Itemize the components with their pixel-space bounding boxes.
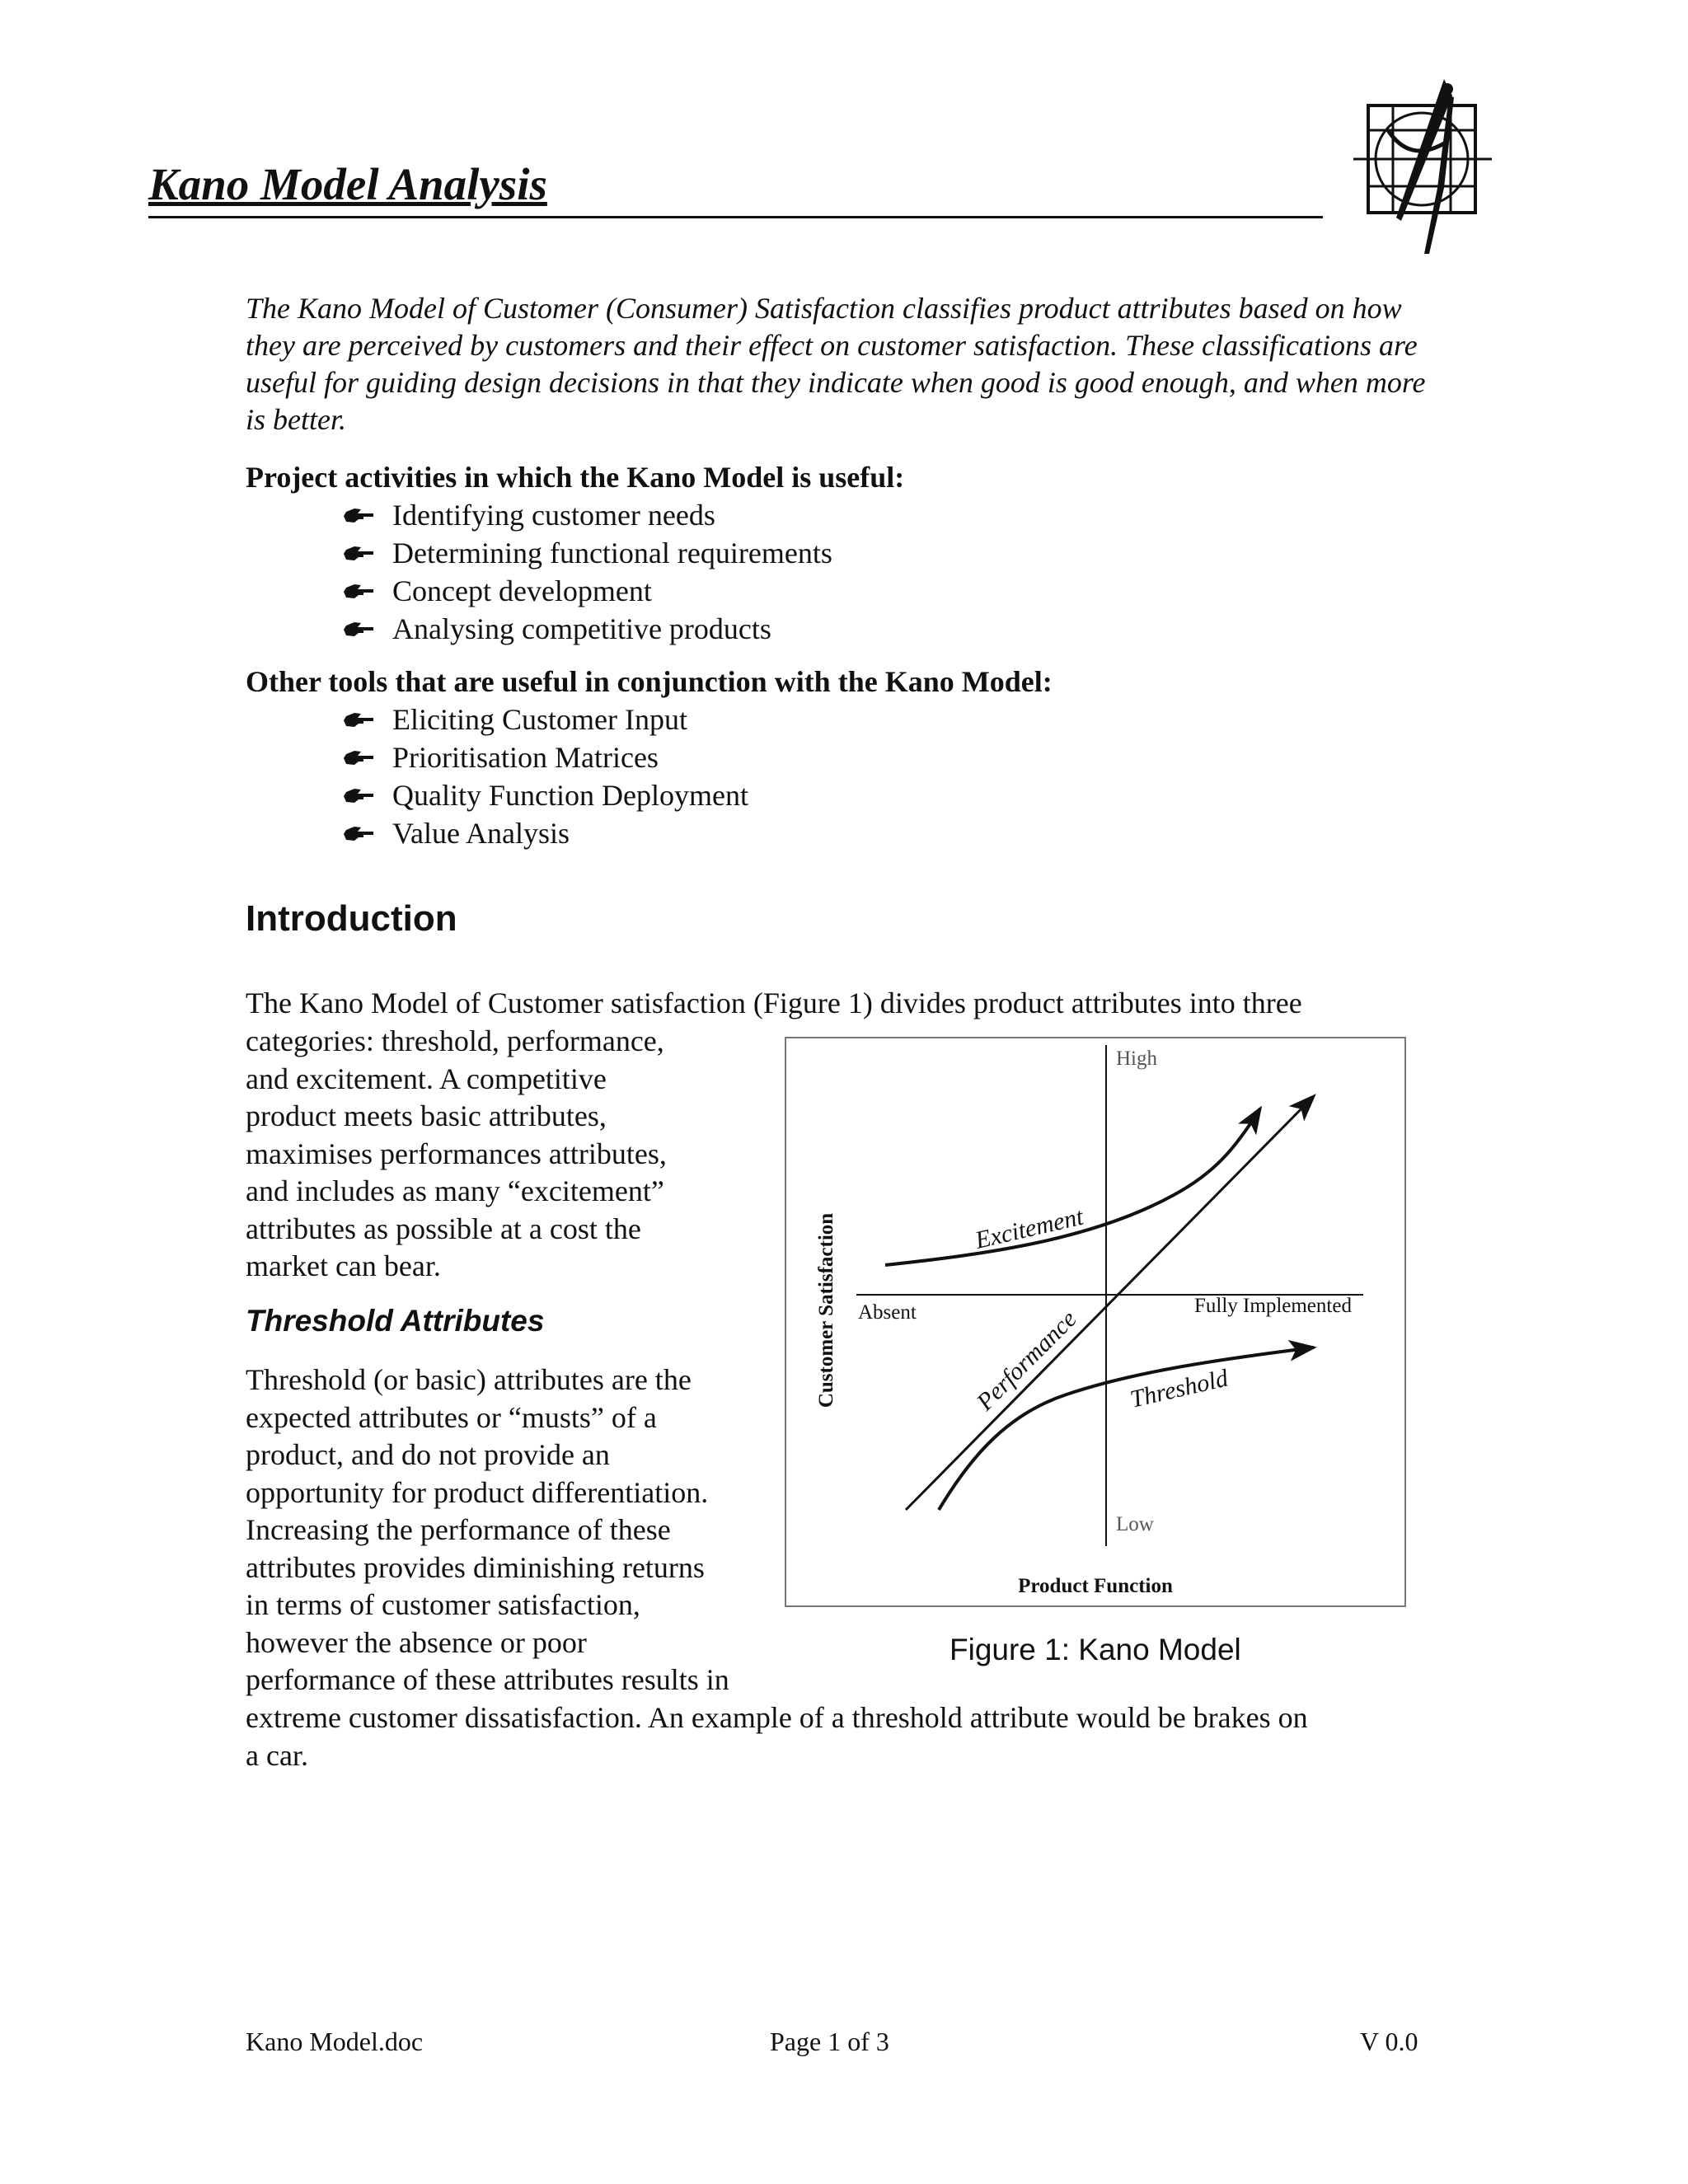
figure-caption: Figure 1: Kano Model xyxy=(950,1633,1241,1666)
threshold-curve xyxy=(939,1347,1314,1510)
list-item xyxy=(343,610,1442,648)
text-line: categories: threshold, performance, xyxy=(246,1024,664,1057)
threshold-paragraph-tail xyxy=(246,1699,1449,1774)
compass-logo-icon xyxy=(1352,73,1497,260)
footer-filename: Kano Model.doc xyxy=(246,2027,424,2056)
y-axis-title: Customer Satisfaction xyxy=(815,1212,837,1408)
title-underline-rule xyxy=(148,216,1323,218)
kano-diagram xyxy=(786,1038,1404,1605)
pointing-hand-icon xyxy=(343,506,374,524)
list-item xyxy=(343,738,1442,776)
tool-text: Prioritisation Matrices xyxy=(392,741,659,774)
list-item xyxy=(343,534,1442,572)
activity-text: Identifying customer needs xyxy=(392,499,715,532)
performance-label: Performance xyxy=(971,1305,1082,1416)
text-line: expected attributes or “musts” of a xyxy=(246,1400,657,1434)
activity-text: Analysing competitive products xyxy=(392,612,771,645)
text-line: and includes as many “excitement” xyxy=(246,1174,664,1207)
activity-text: Concept development xyxy=(392,574,652,607)
excitement-curve xyxy=(885,1108,1260,1265)
pointing-hand-icon xyxy=(343,824,374,842)
pointing-hand-icon xyxy=(343,786,374,804)
absent-label: Absent xyxy=(858,1301,917,1324)
fully-implemented-label: Fully Implemented xyxy=(1194,1295,1352,1317)
activity-text: Determining functional requirements xyxy=(392,537,832,569)
text-line: Increasing the performance of these xyxy=(246,1513,671,1546)
tools-heading: Other tools that are useful in conjunction with the Kano Model: xyxy=(246,665,1053,698)
text-line: market can bear. xyxy=(246,1249,441,1282)
tool-text: Eliciting Customer Input xyxy=(392,703,687,736)
list-item xyxy=(343,572,1442,610)
list-item xyxy=(343,701,1442,738)
intro-paragraph: The Kano Model of Customer (Consumer) Satisfaction classifies product attributes based on how they are perceived by customers and their effect on customer satisfaction. These classifications are useful for guiding design decisions in that they indicate when good is good enough, and when more is better. xyxy=(246,292,1426,436)
text-line: however the absence or poor xyxy=(246,1625,587,1659)
text-line: attributes provides diminishing returns xyxy=(246,1550,705,1584)
list-item xyxy=(343,814,1442,852)
tool-text: Quality Function Deployment xyxy=(392,779,748,812)
tools-list xyxy=(343,701,1442,852)
text-line: performance of these attributes results in xyxy=(246,1663,729,1696)
text-line: product meets basic attributes, xyxy=(246,1099,607,1132)
text-line: Threshold (or basic) attributes are the xyxy=(246,1363,692,1396)
text-line: opportunity for product differentiation. xyxy=(246,1475,709,1509)
footer-version: V 0.0 xyxy=(1360,2027,1418,2056)
x-axis-title: Product Function xyxy=(1018,1575,1173,1597)
footer-page-number: Page 1 of 3 xyxy=(770,2027,889,2056)
excitement-label: Excitement xyxy=(973,1202,1086,1254)
pointing-hand-icon xyxy=(343,620,374,638)
text-line: product, and do not provide an xyxy=(246,1438,610,1471)
activities-list xyxy=(343,496,1442,648)
text-line: attributes as possible at a cost the xyxy=(246,1212,641,1245)
kano-figure xyxy=(785,1037,1406,1607)
introduction-heading: Introduction xyxy=(246,898,457,939)
list-item xyxy=(343,496,1442,534)
activities-section xyxy=(246,459,1442,648)
introduction-first-line: The Kano Model of Customer satisfaction (Figure 1) divides product attributes into three xyxy=(246,987,1302,1019)
text-line: in terms of customer satisfaction, xyxy=(246,1588,640,1621)
list-item xyxy=(343,776,1442,814)
tool-text: Value Analysis xyxy=(392,817,570,850)
threshold-label: Threshold xyxy=(1128,1364,1231,1413)
tools-section xyxy=(246,663,1442,852)
threshold-heading: Threshold Attributes xyxy=(246,1304,545,1338)
low-label: Low xyxy=(1116,1513,1154,1535)
document-title: Kano Model Analysis xyxy=(148,159,547,209)
pointing-hand-icon xyxy=(343,544,374,562)
text-line: maximises performances attributes, xyxy=(246,1137,667,1170)
introduction-paragraph xyxy=(246,1023,757,1286)
activities-heading: Project activities in which the Kano Model is useful: xyxy=(246,461,905,494)
text-line: a car. xyxy=(246,1738,308,1772)
pointing-hand-icon xyxy=(343,710,374,729)
text-line: extreme customer dissatisfaction. An example of a threshold attribute would be brakes on xyxy=(246,1701,1308,1734)
pointing-hand-icon xyxy=(343,748,374,766)
pointing-hand-icon xyxy=(343,582,374,600)
high-label: High xyxy=(1116,1047,1157,1070)
text-line: and excitement. A competitive xyxy=(246,1062,607,1095)
threshold-paragraph xyxy=(246,1361,773,1699)
